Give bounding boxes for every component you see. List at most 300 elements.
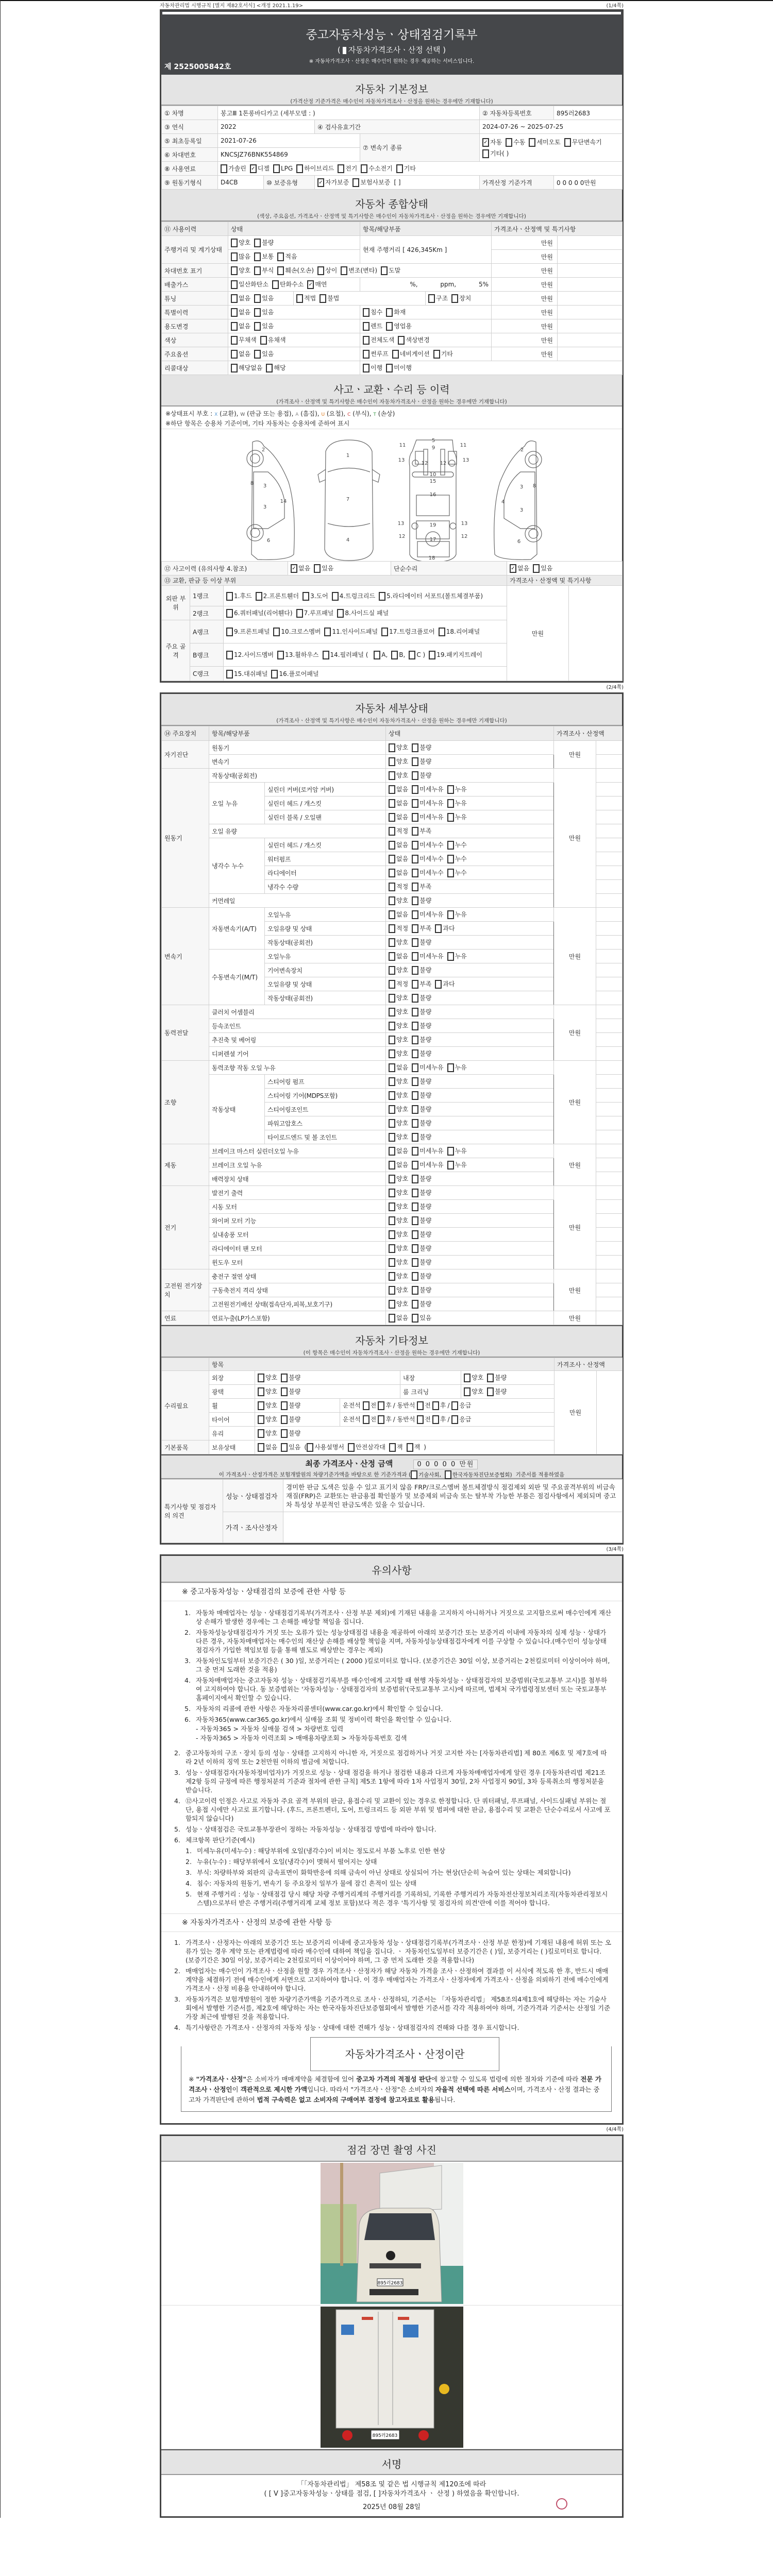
checkbox-option[interactable] bbox=[412, 1064, 443, 1071]
position-checkbox[interactable] bbox=[432, 1416, 446, 1423]
checkbox-icon[interactable] bbox=[412, 1286, 418, 1295]
checkbox-icon[interactable] bbox=[389, 757, 395, 766]
checkbox-icon[interactable] bbox=[273, 164, 280, 173]
checkbox-icon[interactable] bbox=[529, 138, 535, 147]
checkbox-icon[interactable] bbox=[324, 628, 331, 636]
checkbox-option[interactable] bbox=[482, 150, 509, 157]
checkbox-icon[interactable] bbox=[389, 896, 395, 905]
checkbox-option[interactable] bbox=[389, 1050, 408, 1057]
checkbox-icon[interactable] bbox=[389, 743, 395, 752]
checkbox-icon[interactable] bbox=[281, 1443, 288, 1452]
checkbox-option[interactable] bbox=[389, 1314, 408, 1321]
checkbox-icon[interactable] bbox=[389, 1008, 395, 1016]
checkbox-icon[interactable] bbox=[412, 1244, 418, 1253]
checkbox-icon[interactable] bbox=[389, 924, 395, 933]
checkbox-option[interactable] bbox=[307, 281, 327, 288]
checkbox-option[interactable] bbox=[412, 744, 431, 751]
checkbox-option[interactable] bbox=[412, 841, 443, 849]
checkbox-icon[interactable] bbox=[412, 771, 418, 780]
checkbox-option[interactable] bbox=[447, 786, 467, 793]
checkbox-icon[interactable] bbox=[389, 1175, 395, 1183]
checkbox-option[interactable] bbox=[231, 336, 257, 344]
checkbox-icon[interactable] bbox=[412, 1202, 418, 1211]
checkbox-option[interactable] bbox=[221, 165, 246, 172]
checkbox-icon[interactable] bbox=[389, 1202, 395, 1211]
checkbox-icon[interactable] bbox=[221, 164, 227, 173]
front-photo[interactable] bbox=[321, 2163, 463, 2304]
checkbox-icon[interactable] bbox=[417, 1415, 424, 1424]
checkbox-icon[interactable] bbox=[352, 178, 359, 187]
checkbox-icon[interactable] bbox=[389, 1189, 395, 1197]
checkbox-icon[interactable] bbox=[314, 564, 321, 573]
checkbox-option[interactable] bbox=[254, 309, 274, 316]
checkbox-icon[interactable] bbox=[281, 1429, 288, 1438]
checkbox-icon[interactable] bbox=[379, 592, 385, 601]
checkbox-icon[interactable] bbox=[412, 855, 418, 863]
checkbox-icon[interactable] bbox=[258, 1401, 264, 1410]
checkbox-option[interactable] bbox=[266, 364, 285, 371]
checkbox-option[interactable] bbox=[389, 980, 408, 988]
checkbox-icon[interactable] bbox=[412, 966, 418, 975]
checkbox-option[interactable] bbox=[412, 1175, 431, 1182]
checkbox-icon[interactable] bbox=[439, 628, 445, 636]
checkbox-option[interactable] bbox=[389, 911, 408, 918]
checkbox-icon[interactable] bbox=[260, 336, 267, 345]
checkbox-icon[interactable] bbox=[412, 1091, 418, 1100]
checkbox-option[interactable] bbox=[281, 1388, 300, 1395]
checkbox-icon[interactable] bbox=[338, 164, 344, 173]
checkbox-icon[interactable] bbox=[389, 1063, 395, 1072]
checkbox-option[interactable] bbox=[317, 267, 337, 274]
part-checkbox[interactable] bbox=[226, 670, 267, 677]
checkbox-option[interactable] bbox=[231, 267, 250, 274]
checkbox-option[interactable] bbox=[389, 1133, 408, 1141]
checkbox-option[interactable] bbox=[487, 1388, 507, 1395]
checkbox-icon[interactable] bbox=[363, 336, 369, 345]
checkbox-option[interactable] bbox=[231, 309, 250, 316]
checkbox-icon[interactable] bbox=[389, 1161, 395, 1170]
checkbox-option[interactable] bbox=[352, 179, 390, 186]
checkbox-icon[interactable] bbox=[391, 651, 398, 659]
position-checkbox[interactable] bbox=[378, 1416, 392, 1423]
checkbox-option[interactable] bbox=[389, 1189, 408, 1196]
checkbox-option[interactable] bbox=[412, 883, 431, 890]
checkbox-option[interactable] bbox=[389, 1203, 408, 1210]
checkbox-option[interactable] bbox=[389, 1245, 408, 1252]
checkbox-icon[interactable] bbox=[412, 1077, 418, 1086]
checkbox-option[interactable] bbox=[254, 267, 274, 274]
checkbox-option[interactable] bbox=[231, 253, 250, 260]
checkbox-icon[interactable] bbox=[412, 1147, 418, 1156]
checkbox-icon[interactable] bbox=[447, 799, 454, 808]
checkbox-icon[interactable] bbox=[389, 799, 395, 808]
checkbox-icon[interactable] bbox=[396, 164, 403, 173]
rear-photo[interactable] bbox=[321, 2307, 463, 2448]
checkbox-icon[interactable] bbox=[389, 841, 395, 850]
checked-checkbox-icon[interactable]: ✓ bbox=[291, 564, 297, 573]
checkbox-option[interactable] bbox=[338, 165, 357, 172]
checkbox-option[interactable] bbox=[258, 1388, 277, 1395]
checkbox-option[interactable] bbox=[447, 911, 467, 918]
checkbox-option[interactable] bbox=[317, 179, 349, 186]
checkbox-icon[interactable] bbox=[506, 138, 512, 147]
checkbox-option[interactable] bbox=[254, 295, 274, 302]
checkbox-option[interactable] bbox=[412, 1120, 431, 1127]
checkbox-icon[interactable] bbox=[389, 855, 395, 863]
checkbox-option[interactable] bbox=[447, 1147, 467, 1155]
checkbox-option[interactable] bbox=[389, 1036, 408, 1043]
checkbox-icon[interactable] bbox=[361, 164, 367, 173]
checkbox-icon[interactable] bbox=[412, 757, 418, 766]
checkbox-icon[interactable] bbox=[266, 364, 273, 372]
checkbox-option[interactable] bbox=[389, 1161, 408, 1168]
checkbox-icon[interactable] bbox=[412, 910, 418, 919]
checkbox-option[interactable] bbox=[254, 350, 274, 358]
position-checkbox[interactable] bbox=[451, 1402, 471, 1409]
checked-checkbox-icon[interactable]: ✓ bbox=[317, 178, 324, 187]
checkbox-icon[interactable] bbox=[412, 1049, 418, 1058]
checkbox-option[interactable] bbox=[389, 1286, 408, 1294]
checkbox-option[interactable] bbox=[389, 953, 408, 960]
checkbox-icon[interactable] bbox=[348, 1443, 355, 1452]
checkbox-icon[interactable] bbox=[231, 322, 238, 331]
checkbox-option[interactable] bbox=[363, 323, 382, 330]
checkbox-option[interactable] bbox=[412, 1300, 431, 1308]
checkbox-icon[interactable] bbox=[389, 1077, 395, 1086]
checkbox-icon[interactable] bbox=[226, 651, 233, 659]
checkbox-icon[interactable] bbox=[258, 1443, 264, 1452]
checkbox-icon[interactable] bbox=[231, 364, 238, 372]
checkbox-option[interactable] bbox=[412, 1189, 431, 1196]
checkbox-option[interactable] bbox=[389, 855, 408, 862]
checkbox-icon[interactable] bbox=[389, 1230, 395, 1239]
checkbox-icon[interactable] bbox=[487, 1374, 494, 1382]
checkbox-icon[interactable] bbox=[258, 1387, 264, 1396]
checkbox-option[interactable] bbox=[296, 295, 316, 302]
checkbox-icon[interactable] bbox=[254, 266, 261, 275]
checkbox-icon[interactable] bbox=[412, 841, 418, 850]
checkbox-option[interactable] bbox=[412, 1133, 431, 1141]
checkbox-option[interactable] bbox=[412, 1022, 431, 1029]
checkbox-icon[interactable] bbox=[374, 651, 380, 659]
checkbox-option[interactable] bbox=[389, 1008, 408, 1015]
checkbox-option[interactable] bbox=[307, 1444, 344, 1451]
checkbox-icon[interactable] bbox=[273, 628, 280, 636]
checkbox-icon[interactable] bbox=[389, 952, 395, 961]
checked-checkbox-icon[interactable]: ✓ bbox=[482, 138, 489, 147]
checkbox-option[interactable] bbox=[389, 925, 408, 932]
checkbox-option[interactable] bbox=[389, 1078, 408, 1085]
checkbox-icon[interactable] bbox=[389, 1216, 395, 1225]
part-checkbox[interactable] bbox=[273, 628, 321, 635]
checkbox-option[interactable] bbox=[231, 295, 250, 302]
checkbox-icon[interactable] bbox=[363, 322, 369, 331]
checkbox-icon[interactable] bbox=[389, 827, 395, 836]
part-checkbox[interactable] bbox=[226, 628, 270, 635]
part-checkbox[interactable] bbox=[337, 609, 389, 617]
part-checkbox[interactable] bbox=[409, 651, 425, 658]
checkbox-icon[interactable] bbox=[432, 1401, 439, 1410]
checkbox-option[interactable] bbox=[529, 139, 560, 146]
checkbox-option[interactable] bbox=[412, 925, 431, 932]
checkbox-option[interactable] bbox=[386, 364, 412, 371]
checked-checkbox-icon[interactable]: ✓ bbox=[250, 164, 257, 173]
checkbox-icon[interactable] bbox=[464, 1387, 470, 1396]
checkbox-option[interactable] bbox=[363, 350, 389, 358]
checkbox-icon[interactable] bbox=[386, 322, 393, 331]
checkbox-icon[interactable] bbox=[307, 1443, 313, 1452]
checkbox-option[interactable] bbox=[412, 855, 443, 862]
checkbox-icon[interactable] bbox=[392, 350, 399, 359]
checkbox-icon[interactable] bbox=[412, 869, 418, 877]
checkbox-icon[interactable] bbox=[464, 1374, 470, 1382]
checkbox-option[interactable] bbox=[389, 1106, 408, 1113]
checkbox-icon[interactable] bbox=[445, 1470, 451, 1479]
checkbox-option[interactable] bbox=[277, 253, 297, 260]
part-checkbox[interactable] bbox=[256, 592, 299, 600]
checkbox-option[interactable] bbox=[386, 309, 406, 316]
checkbox-option[interactable] bbox=[389, 1231, 408, 1238]
checkbox-icon[interactable] bbox=[389, 883, 395, 891]
checkbox-icon[interactable] bbox=[447, 869, 454, 877]
checkbox-icon[interactable] bbox=[389, 1244, 395, 1253]
checkbox-option[interactable] bbox=[231, 239, 250, 246]
checkbox-icon[interactable] bbox=[281, 1415, 288, 1424]
checkbox-option[interactable] bbox=[389, 994, 408, 1002]
checkbox-icon[interactable] bbox=[412, 1189, 418, 1197]
checkbox-option[interactable] bbox=[412, 1036, 431, 1043]
checkbox-icon[interactable] bbox=[533, 564, 540, 573]
checkbox-icon[interactable] bbox=[378, 1415, 384, 1424]
part-checkbox[interactable] bbox=[391, 651, 405, 658]
checkbox-icon[interactable] bbox=[389, 1133, 395, 1142]
checkbox-option[interactable] bbox=[260, 336, 286, 344]
checkbox-icon[interactable] bbox=[381, 628, 388, 636]
part-checkbox[interactable] bbox=[439, 628, 480, 635]
checkbox-option[interactable] bbox=[412, 953, 443, 960]
checkbox-icon[interactable] bbox=[487, 1387, 494, 1396]
checkbox-icon[interactable] bbox=[389, 771, 395, 780]
checkbox-icon[interactable] bbox=[389, 869, 395, 877]
checkbox-option[interactable] bbox=[412, 897, 431, 904]
checkbox-option[interactable] bbox=[296, 165, 334, 172]
checkbox-icon[interactable] bbox=[412, 1272, 418, 1281]
checkbox-option[interactable] bbox=[314, 565, 333, 572]
checkbox-option[interactable] bbox=[341, 267, 377, 274]
position-checkbox[interactable] bbox=[363, 1416, 377, 1423]
checkbox-icon[interactable] bbox=[389, 1286, 395, 1295]
checkbox-option[interactable] bbox=[447, 869, 467, 876]
checkbox-icon[interactable] bbox=[435, 924, 442, 933]
checkbox-icon[interactable] bbox=[447, 1161, 454, 1170]
checkbox-option[interactable] bbox=[533, 565, 552, 572]
checkbox-icon[interactable] bbox=[231, 266, 238, 275]
checkbox-icon[interactable] bbox=[231, 308, 238, 317]
part-checkbox[interactable] bbox=[296, 609, 334, 617]
checkbox-icon[interactable] bbox=[412, 1175, 418, 1183]
part-checkbox[interactable] bbox=[374, 651, 388, 658]
checkbox-icon[interactable] bbox=[412, 924, 418, 933]
checkbox-icon[interactable] bbox=[412, 1300, 418, 1309]
checkbox-option[interactable] bbox=[389, 1273, 408, 1280]
checkbox-option[interactable] bbox=[254, 239, 274, 246]
part-checkbox[interactable] bbox=[429, 651, 482, 658]
checkbox-option[interactable] bbox=[348, 1444, 385, 1451]
checkbox-option[interactable] bbox=[412, 772, 431, 779]
checkbox-icon[interactable] bbox=[412, 1133, 418, 1142]
checkbox-icon[interactable] bbox=[363, 1415, 369, 1424]
checkbox-icon[interactable] bbox=[389, 1091, 395, 1100]
checkbox-option[interactable] bbox=[258, 1430, 277, 1437]
checkbox-icon[interactable] bbox=[398, 336, 405, 345]
checkbox-option[interactable] bbox=[389, 744, 408, 751]
checkbox-icon[interactable] bbox=[389, 785, 395, 794]
checkbox-option[interactable] bbox=[433, 350, 453, 358]
checkbox-icon[interactable] bbox=[432, 1415, 439, 1424]
position-checkbox[interactable] bbox=[417, 1416, 431, 1423]
checkbox-icon[interactable] bbox=[256, 592, 262, 601]
checkbox-option[interactable] bbox=[506, 139, 525, 146]
checkbox-icon[interactable] bbox=[412, 1119, 418, 1128]
checkbox-option[interactable] bbox=[389, 1259, 408, 1266]
part-checkbox[interactable] bbox=[303, 592, 328, 600]
checkbox-icon[interactable] bbox=[258, 1374, 264, 1382]
checkbox-option[interactable] bbox=[412, 1203, 431, 1210]
checkbox-option[interactable] bbox=[389, 939, 408, 946]
checkbox-icon[interactable] bbox=[412, 799, 418, 808]
checkbox-icon[interactable] bbox=[296, 164, 303, 173]
part-checkbox[interactable] bbox=[277, 651, 318, 658]
checkbox-option[interactable] bbox=[412, 1286, 431, 1294]
checkbox-icon[interactable] bbox=[389, 1272, 395, 1281]
checkbox-icon[interactable] bbox=[428, 294, 435, 303]
checkbox-option[interactable] bbox=[435, 925, 455, 932]
checkbox-icon[interactable] bbox=[317, 266, 324, 275]
checkbox-icon[interactable] bbox=[389, 980, 395, 989]
checkbox-icon[interactable] bbox=[389, 1443, 396, 1452]
checkbox-icon[interactable] bbox=[433, 350, 440, 359]
checkbox-option[interactable] bbox=[389, 1022, 408, 1029]
checkbox-icon[interactable] bbox=[277, 266, 284, 275]
checkbox-option[interactable] bbox=[447, 800, 467, 807]
checkbox-icon[interactable] bbox=[411, 1470, 417, 1479]
checkbox-icon[interactable] bbox=[281, 1401, 288, 1410]
checkbox-icon[interactable] bbox=[231, 280, 238, 289]
checkbox-icon[interactable] bbox=[412, 883, 418, 891]
checkbox-option[interactable] bbox=[258, 1444, 277, 1451]
checkbox-option[interactable] bbox=[361, 165, 392, 172]
part-checkbox[interactable] bbox=[381, 628, 435, 635]
part-checkbox[interactable] bbox=[226, 651, 274, 658]
checkbox-option[interactable] bbox=[412, 800, 443, 807]
checkbox-option[interactable] bbox=[258, 1416, 277, 1423]
checkbox-icon[interactable] bbox=[363, 350, 369, 359]
checkbox-option[interactable] bbox=[412, 1050, 431, 1057]
checkbox-icon[interactable] bbox=[412, 938, 418, 947]
checkbox-icon[interactable] bbox=[412, 1314, 418, 1323]
checkbox-icon[interactable] bbox=[447, 785, 454, 794]
checkbox-option[interactable] bbox=[389, 814, 408, 821]
checkbox-icon[interactable] bbox=[412, 1063, 418, 1072]
checkbox-option[interactable] bbox=[231, 364, 262, 371]
checkbox-icon[interactable] bbox=[281, 1374, 288, 1382]
checkbox-option[interactable] bbox=[451, 295, 471, 302]
checkbox-icon[interactable] bbox=[447, 855, 454, 863]
checkbox-icon[interactable] bbox=[389, 994, 395, 1003]
checkbox-icon[interactable] bbox=[254, 252, 261, 261]
checked-checkbox-icon[interactable]: ✓ bbox=[307, 280, 314, 289]
checkbox-icon[interactable] bbox=[258, 1429, 264, 1438]
part-checkbox[interactable] bbox=[226, 592, 252, 600]
checkbox-icon[interactable] bbox=[254, 239, 261, 247]
part-checkbox[interactable] bbox=[323, 651, 371, 658]
checkbox-option[interactable] bbox=[254, 253, 274, 260]
checkbox-icon[interactable] bbox=[389, 1300, 395, 1309]
position-checkbox[interactable] bbox=[378, 1402, 392, 1409]
checkbox-icon[interactable] bbox=[412, 743, 418, 752]
checkbox-icon[interactable] bbox=[412, 1105, 418, 1114]
checkbox-option[interactable] bbox=[386, 323, 412, 330]
checkbox-option[interactable] bbox=[412, 1217, 431, 1224]
checkbox-option[interactable] bbox=[396, 165, 416, 172]
checkbox-option[interactable] bbox=[389, 967, 408, 974]
checkbox-icon[interactable] bbox=[564, 138, 571, 147]
checkbox-icon[interactable] bbox=[296, 609, 303, 618]
position-checkbox[interactable] bbox=[417, 1402, 431, 1409]
checkbox-option[interactable] bbox=[447, 855, 467, 862]
checkbox-option[interactable] bbox=[389, 1444, 403, 1451]
checkbox-icon[interactable] bbox=[412, 1022, 418, 1030]
checkbox-option[interactable] bbox=[272, 281, 304, 288]
checkbox-option[interactable] bbox=[412, 1092, 431, 1099]
checkbox-option[interactable] bbox=[281, 1430, 300, 1437]
checkbox-option[interactable] bbox=[389, 1064, 408, 1071]
checkbox-icon[interactable] bbox=[412, 1036, 418, 1044]
part-checkbox[interactable] bbox=[379, 592, 483, 600]
checkbox-option[interactable] bbox=[389, 883, 408, 890]
checkbox-icon[interactable] bbox=[407, 1443, 413, 1452]
checkbox-option[interactable] bbox=[389, 800, 408, 807]
checkbox-icon[interactable] bbox=[451, 294, 458, 303]
checkbox-option[interactable] bbox=[412, 1231, 431, 1238]
checkbox-option[interactable] bbox=[363, 364, 382, 371]
checkbox-icon[interactable] bbox=[429, 651, 435, 659]
checkbox-option[interactable] bbox=[445, 1472, 512, 1478]
checkbox-option[interactable] bbox=[363, 336, 394, 344]
price-service-checkbox[interactable] bbox=[343, 47, 346, 54]
checkbox-option[interactable] bbox=[412, 994, 431, 1002]
checkbox-option[interactable] bbox=[412, 911, 443, 918]
checkbox-option[interactable] bbox=[273, 165, 293, 172]
checkbox-icon[interactable] bbox=[277, 252, 284, 261]
checkbox-option[interactable] bbox=[258, 1374, 277, 1381]
checkbox-option[interactable] bbox=[412, 967, 431, 974]
checkbox-option[interactable] bbox=[412, 1147, 443, 1155]
position-checkbox[interactable] bbox=[451, 1416, 471, 1423]
checkbox-icon[interactable] bbox=[226, 609, 233, 618]
checkbox-option[interactable] bbox=[389, 841, 408, 849]
checkbox-option[interactable] bbox=[389, 1217, 408, 1224]
checkbox-icon[interactable] bbox=[389, 938, 395, 947]
checkbox-icon[interactable] bbox=[386, 364, 393, 372]
checkbox-option[interactable] bbox=[277, 267, 314, 274]
checkbox-option[interactable] bbox=[389, 1175, 408, 1182]
checkbox-icon[interactable] bbox=[363, 308, 369, 317]
checkbox-icon[interactable] bbox=[277, 651, 284, 659]
checkbox-option[interactable] bbox=[447, 1161, 467, 1168]
checkbox-icon[interactable] bbox=[412, 1216, 418, 1225]
checkbox-option[interactable] bbox=[412, 869, 443, 876]
